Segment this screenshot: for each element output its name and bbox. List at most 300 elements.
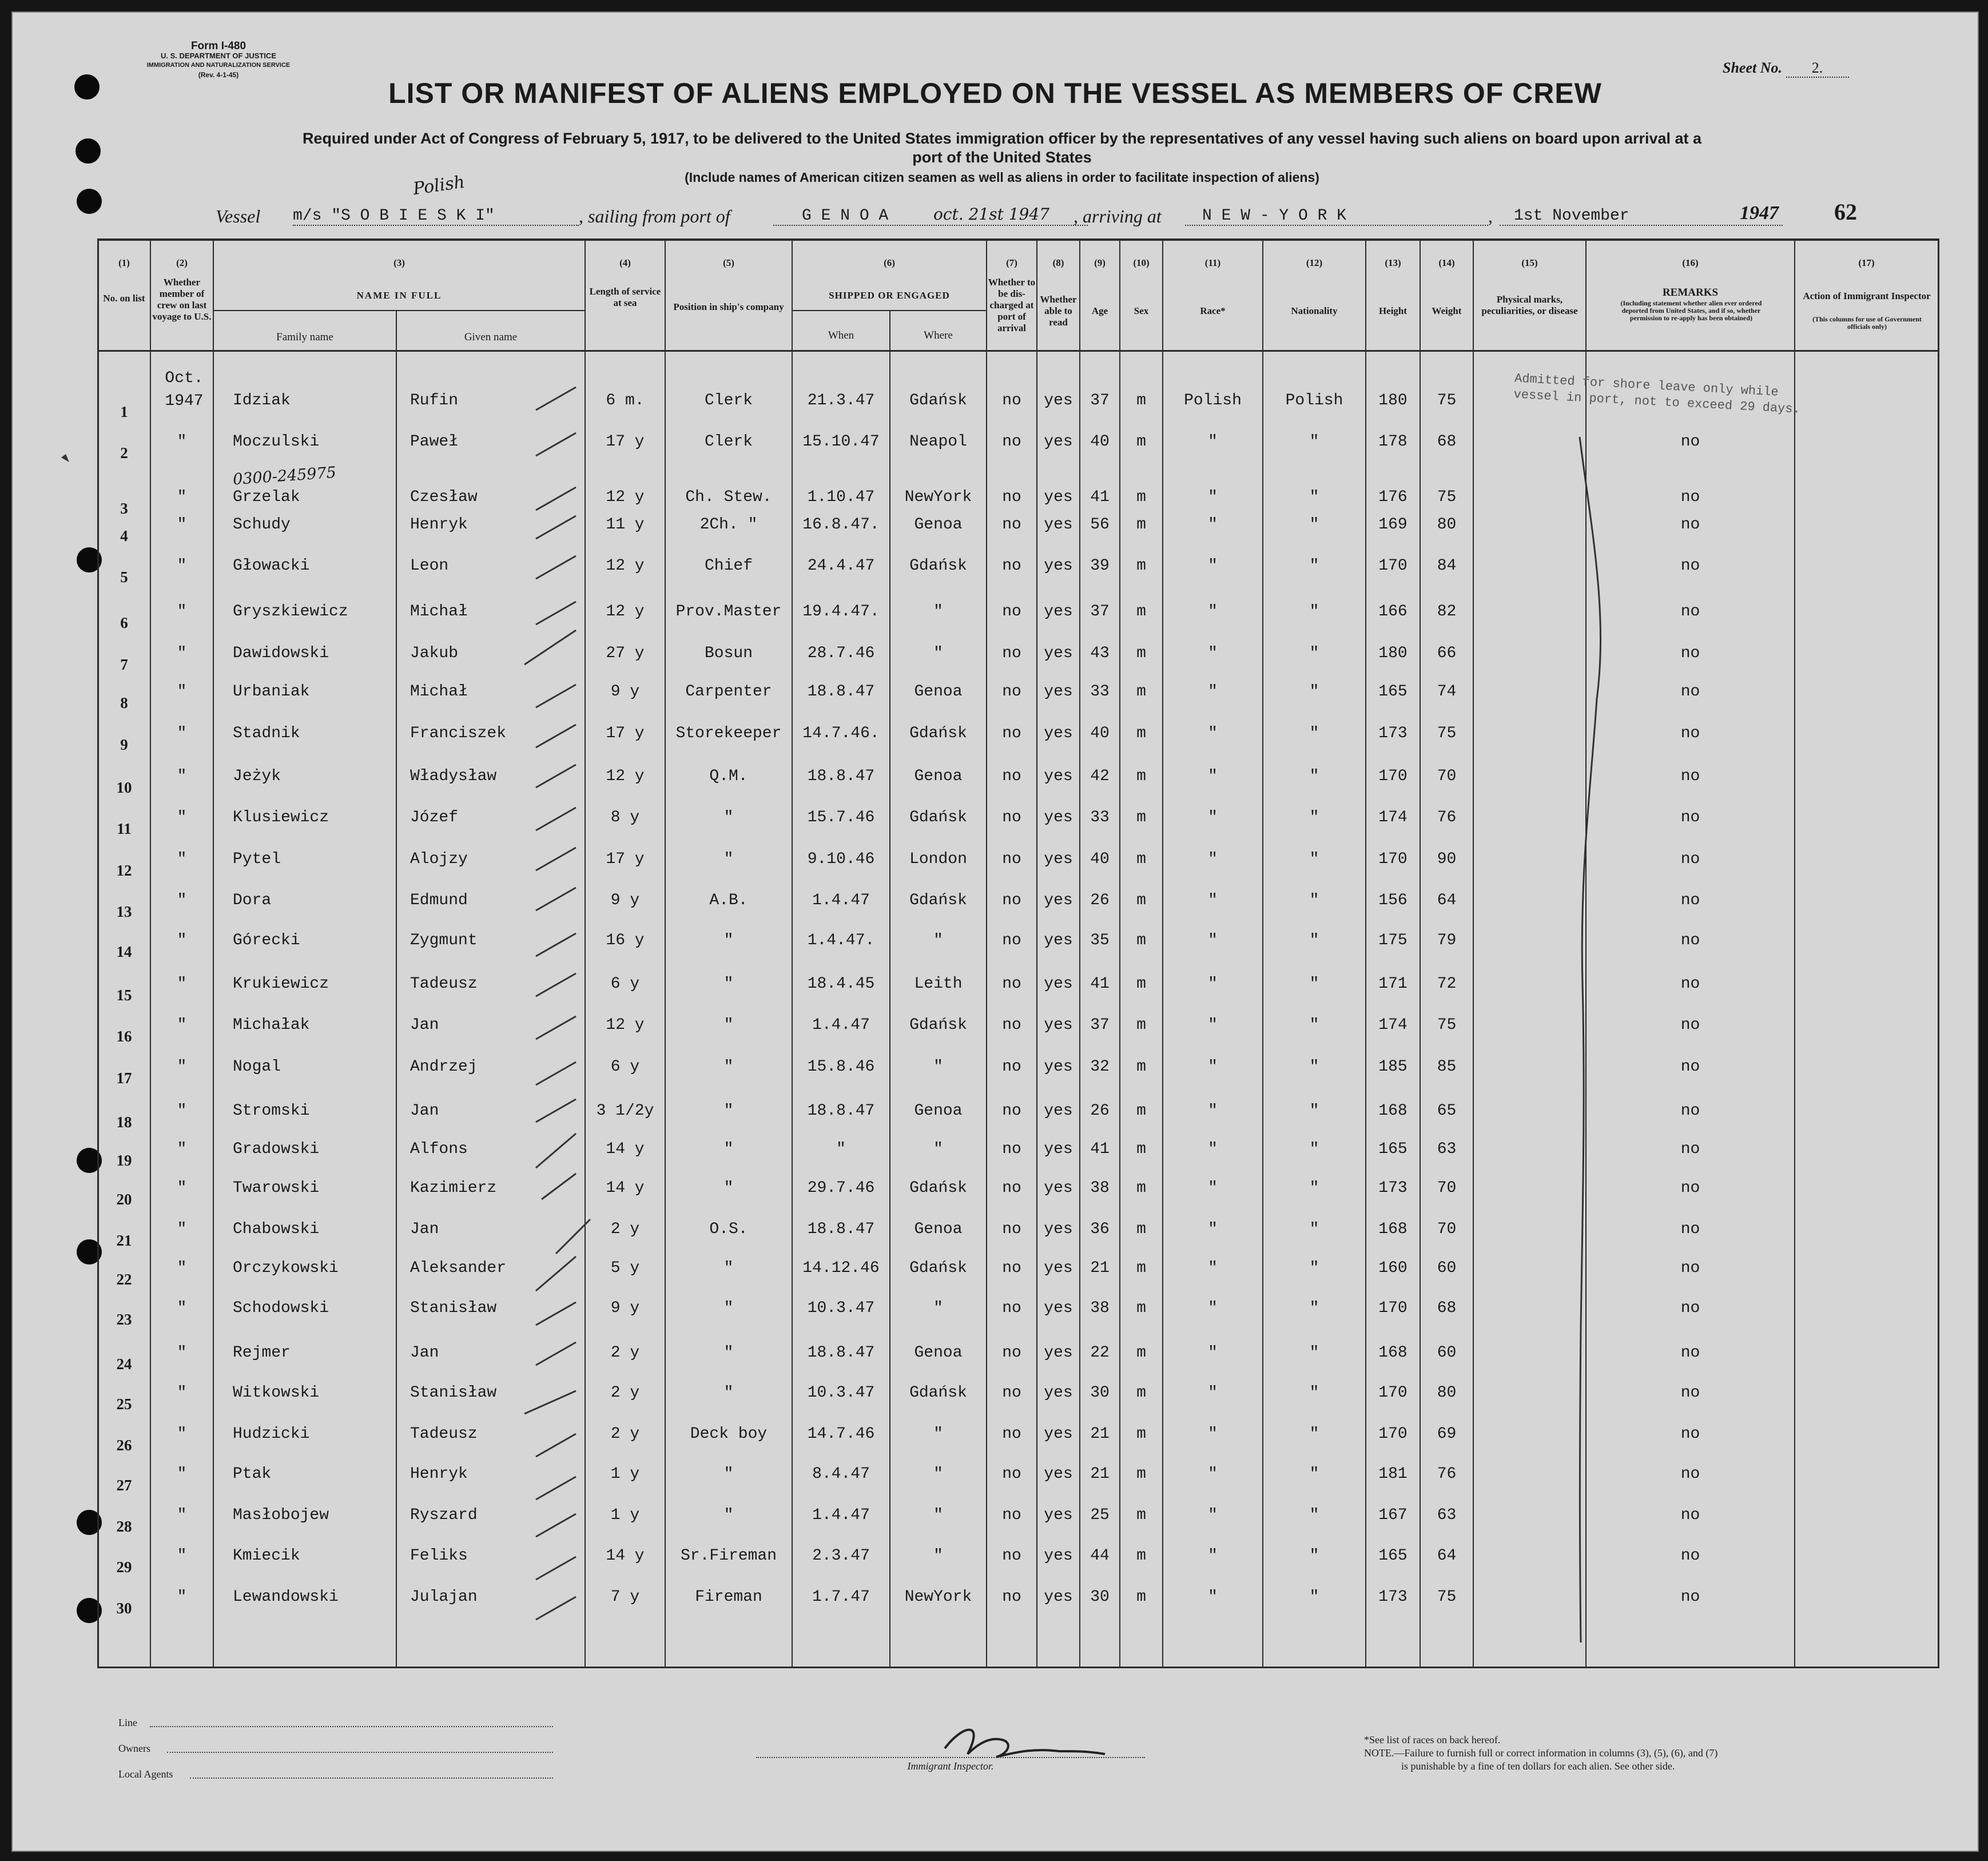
cell-race: " [1208, 1179, 1218, 1197]
cell-wt: 75 [1437, 392, 1457, 409]
cell-rem: no [1680, 932, 1700, 949]
cell-dis: no [1002, 433, 1021, 451]
row-number: 30 [116, 1600, 132, 1617]
cell-voy: " [177, 1016, 187, 1034]
footer-owners-field [167, 1752, 553, 1753]
header-weight: Weight [1432, 305, 1462, 316]
cell-pos: 2Ch. " [699, 516, 758, 534]
footer-local-agents-label: Local Agents [118, 1768, 173, 1780]
annotation-file-number: 0300-245975 [232, 463, 337, 489]
row-number: 19 [116, 1152, 132, 1169]
cell-rem: no [1680, 1425, 1700, 1443]
cell-rem: no [1680, 1058, 1700, 1076]
cell-pos: Prov.Master [675, 603, 782, 621]
cell-fam: Grzelak [233, 488, 300, 506]
col-number: (2) [176, 257, 188, 268]
cell-when: 18.8.47 [807, 683, 875, 701]
cell-rem: no [1680, 1299, 1700, 1317]
margin-mark [61, 454, 69, 462]
cell-nat: " [1309, 603, 1319, 621]
cell-voy: " [177, 1547, 187, 1565]
header-discharged: Whether to be dis-charged at port of arrival [988, 277, 1036, 333]
cell-len: 12 y [606, 603, 645, 621]
cell-len: 9 y [610, 892, 640, 909]
cell-race: " [1208, 1547, 1218, 1565]
cell-voy: " [177, 1425, 187, 1443]
row-number: 15 [116, 987, 132, 1004]
cell-len: 14 y [606, 1179, 645, 1197]
cell-giv: Julajan [410, 1588, 478, 1606]
row-number: 13 [116, 903, 132, 920]
cell-age: 40 [1090, 850, 1110, 868]
row-number: 16 [116, 1028, 132, 1045]
header-length-of-service: Length of service at sea [589, 286, 661, 308]
cell-age: 37 [1090, 1016, 1110, 1034]
cell-read: yes [1044, 433, 1073, 451]
cell-race: " [1208, 809, 1218, 826]
cell-wt: 68 [1437, 433, 1457, 451]
cell-age: 40 [1090, 725, 1110, 742]
cell-giv: Czesław [410, 488, 478, 506]
cell-age: 43 [1090, 645, 1110, 662]
cell-age: 37 [1090, 603, 1110, 621]
cell-dis: no [1002, 1384, 1021, 1402]
cell-sex: m [1136, 1344, 1146, 1362]
cell-fam: Głowacki [233, 557, 310, 575]
header-no-on-list: No. on list [103, 293, 145, 304]
cell-dis: no [1002, 1016, 1021, 1034]
row-number: 9 [120, 736, 128, 753]
cell-age: 30 [1090, 1588, 1110, 1606]
cell-rem: no [1680, 1016, 1700, 1034]
cell-pos: Bosun [704, 645, 753, 662]
cell-age: 39 [1090, 557, 1110, 575]
cell-fam: Krukiewicz [233, 975, 329, 993]
cell-fam: Chabowski [233, 1220, 320, 1238]
cell-pos: Clerk [704, 392, 753, 409]
cell-wt: 70 [1437, 1179, 1457, 1197]
cell-wt: 75 [1437, 725, 1457, 742]
cell-age: 26 [1090, 892, 1110, 909]
cell-nat: " [1309, 932, 1319, 949]
cell-ht: 173 [1378, 1588, 1407, 1606]
cell-sex: m [1136, 433, 1146, 451]
arrival-year: 1947 [1740, 202, 1779, 224]
cell-fam: Pytel [233, 850, 281, 868]
cell-where: Genoa [914, 1220, 963, 1238]
cell-age: 30 [1090, 1384, 1110, 1402]
cell-nat: " [1309, 1102, 1319, 1120]
cell-pos: " [723, 850, 734, 868]
cell-nat: " [1309, 1220, 1319, 1238]
cell-nat: " [1309, 1344, 1319, 1362]
cell-rem: no [1680, 1140, 1700, 1158]
cell-ht: 156 [1378, 892, 1407, 909]
cell-rem: no [1680, 768, 1700, 785]
cell-sex: m [1136, 1016, 1146, 1034]
header-sex: Sex [1134, 305, 1149, 316]
cell-wt: 69 [1437, 1425, 1457, 1443]
cell-where: " [933, 645, 943, 662]
arrival-comma: , [1488, 206, 1493, 226]
cell-ht: 168 [1378, 1102, 1407, 1120]
cell-dis: no [1002, 516, 1021, 534]
cell-wt: 85 [1437, 1058, 1457, 1076]
cell-race: " [1208, 1140, 1218, 1158]
cell-giv: Alojzy [410, 850, 468, 868]
cell-pos: " [723, 1102, 734, 1120]
cell-nat: " [1309, 1140, 1319, 1158]
cell-pos: Sr.Fireman [680, 1547, 777, 1565]
cell-age: 38 [1090, 1179, 1110, 1197]
form-number: Form I-480 [190, 40, 246, 52]
cell-nat: " [1309, 1425, 1319, 1443]
cell-voy: " [177, 1588, 187, 1606]
cell-where: " [933, 1547, 943, 1565]
cell-read: yes [1044, 1506, 1073, 1524]
cell-race: " [1208, 1344, 1218, 1362]
cell-where: Gdańsk [909, 892, 967, 909]
cell-fam: Jeżyk [233, 768, 281, 785]
cell-where: " [933, 1058, 943, 1076]
cell-sex: m [1136, 932, 1146, 949]
row-number: 24 [116, 1355, 132, 1373]
cell-dis: no [1002, 1506, 1021, 1524]
cell-where: NewYork [904, 1588, 972, 1606]
cell-len: 9 y [610, 1299, 640, 1317]
footer-owners-label: Owners [118, 1743, 150, 1754]
cell-dis: no [1002, 1102, 1021, 1120]
cell-voy: " [177, 932, 187, 949]
cell-len: 6 y [610, 975, 640, 993]
cell-read: yes [1044, 645, 1073, 662]
cell-ht: 170 [1378, 850, 1407, 868]
row-number: 7 [120, 656, 128, 673]
cell-fam: Stromski [233, 1102, 310, 1120]
cell-where: Genoa [914, 768, 963, 785]
cell-dis: no [1002, 932, 1021, 949]
col-number: (11) [1204, 257, 1221, 268]
cell-where: Leith [914, 975, 963, 993]
footer-note-races: *See list of races on back hereof. [1364, 1734, 1501, 1745]
cell-ht: 178 [1378, 433, 1407, 451]
cell-when: 28.7.46 [807, 645, 875, 662]
cell-when: 10.3.47 [807, 1299, 875, 1317]
cell-ht: 170 [1378, 557, 1407, 575]
header-inspector-action: Action of Immigrant Inspector [1803, 291, 1931, 301]
header-nationality: Nationality [1291, 305, 1338, 316]
cell-dis: no [1002, 392, 1021, 409]
cell-race: " [1208, 557, 1218, 575]
cell-giv: Tadeusz [410, 1425, 478, 1443]
header-age: Age [1091, 305, 1108, 316]
cell-sex: m [1136, 768, 1146, 785]
row-number: 21 [116, 1232, 132, 1249]
cell-giv: Andrzej [410, 1058, 478, 1076]
row-number: 3 [120, 500, 128, 517]
cell-when: 18.8.47 [807, 1102, 875, 1120]
form-rev: (Rev. 4-1-45) [198, 71, 239, 79]
sheet-value: 2. [1786, 59, 1849, 78]
cell-pos: Deck boy [690, 1425, 768, 1443]
cell-where: Neapol [909, 433, 967, 451]
row-number: 26 [116, 1437, 132, 1454]
cell-ht: 168 [1378, 1344, 1407, 1362]
cell-pos: A.B. [709, 892, 748, 909]
cell-nat: " [1309, 557, 1319, 575]
cell-sex: m [1136, 645, 1146, 662]
subtitle-line1: Required under Act of Congress of February 5, 1917, to be delivered to the United States immigration officer by the representatives of any vessel having such aliens on board upon arrival at a [302, 130, 1702, 147]
cell-where: Genoa [914, 683, 963, 701]
cell-sex: m [1136, 1547, 1146, 1565]
cell-rem: no [1680, 725, 1700, 742]
footer-line-label: Line [118, 1717, 137, 1728]
cell-pos: " [723, 1016, 734, 1034]
cell-ht: 168 [1378, 1220, 1407, 1238]
col-number: (14) [1438, 257, 1455, 268]
col-number: (12) [1306, 257, 1323, 268]
col-number: (9) [1094, 257, 1106, 268]
cell-age: 22 [1090, 1344, 1110, 1362]
cell-read: yes [1044, 516, 1073, 534]
cell-read: yes [1044, 1465, 1073, 1483]
cell-ht: 173 [1378, 1179, 1407, 1197]
cell-rem: no [1680, 433, 1700, 451]
cell-dis: no [1002, 1179, 1021, 1197]
cell-wt: 72 [1437, 975, 1457, 993]
cell-giv: Władysław [410, 768, 497, 785]
row-number: 4 [120, 527, 128, 544]
cell-ht: 165 [1378, 1140, 1407, 1158]
cell-read: yes [1044, 488, 1073, 506]
cell-when: 10.3.47 [807, 1384, 875, 1402]
cell-voy: " [177, 1506, 187, 1524]
cell-race: " [1208, 1506, 1218, 1524]
cell-sex: m [1136, 1506, 1146, 1524]
cell-fam: Gryszkiewicz [233, 603, 348, 621]
cell-nat: " [1309, 892, 1319, 909]
cell-sex: m [1136, 850, 1146, 868]
cell-dis: no [1002, 850, 1021, 868]
cell-where: London [909, 850, 967, 868]
cell-dis: no [1002, 1299, 1021, 1317]
cell-wt: 68 [1437, 1299, 1457, 1317]
cell-rem: no [1680, 892, 1700, 909]
cell-fam: Stadnik [233, 725, 300, 742]
cell-voy: " [177, 850, 187, 868]
cell-voy: " [177, 1220, 187, 1238]
cell-race: " [1208, 1384, 1218, 1402]
cell-ht: 170 [1378, 1299, 1407, 1317]
cell-when: 29.7.46 [807, 1179, 875, 1197]
cell-rem: no [1680, 1384, 1700, 1402]
cell-fam: Kmiecik [233, 1547, 300, 1565]
cell-sex: m [1136, 1465, 1146, 1483]
cell-age: 38 [1090, 1299, 1110, 1317]
cell-len: 11 y [606, 516, 645, 534]
cell-race: " [1208, 850, 1218, 868]
cell-rem: no [1680, 809, 1700, 826]
header-remarks-sub: (Including statement whether alien ever ordered deported from United States, and if so, whether permission to re-apply has been obtained) [1620, 299, 1762, 322]
cell-len: 9 y [610, 683, 640, 701]
cell-pos: Fireman [695, 1588, 762, 1606]
cell-giv: Stanisław [410, 1299, 497, 1317]
cell-read: yes [1044, 1299, 1073, 1317]
cell-race: " [1208, 975, 1218, 993]
cell-when: 24.4.47 [807, 557, 875, 575]
cell-voy: " [177, 1465, 187, 1483]
cell-nat: " [1309, 725, 1319, 742]
cell-len: 7 y [610, 1588, 640, 1606]
cell-when: 1.4.47 [812, 892, 870, 909]
cell-voy: " [177, 768, 187, 785]
cell-nat: " [1309, 645, 1319, 662]
cell-read: yes [1044, 1588, 1073, 1606]
cell-age: 21 [1090, 1259, 1110, 1277]
cell-nat: " [1309, 488, 1319, 506]
col-number: (13) [1385, 257, 1401, 268]
cell-sex: m [1136, 392, 1146, 409]
cell-nat: " [1309, 768, 1319, 785]
cell-fam: Nogal [233, 1058, 281, 1076]
cell-wt: 60 [1437, 1259, 1457, 1277]
row-number: 11 [117, 820, 132, 837]
cell-rem: no [1680, 516, 1700, 534]
footer-note-penalty: NOTE.—Failure to furnish full or correct information in columns (3), (5), (6), and (7) [1364, 1747, 1718, 1759]
cell-sex: m [1136, 516, 1146, 534]
form-service: IMMIGRATION AND NATURALIZATION SERVICE [146, 62, 291, 69]
cell-race: " [1208, 603, 1218, 621]
cell-dis: no [1002, 1344, 1021, 1362]
cell-ht: 173 [1378, 725, 1407, 742]
cell-dis: no [1002, 768, 1021, 785]
cell-pos: Clerk [704, 433, 753, 451]
cell-rem: no [1680, 1259, 1700, 1277]
cell-nat: " [1309, 1547, 1319, 1565]
cell-voy: " [177, 1140, 187, 1158]
cell-read: yes [1044, 603, 1073, 621]
cell-when: 8.4.47 [812, 1465, 870, 1483]
cell-nat: " [1309, 809, 1319, 826]
cell-giv: Jan [410, 1016, 439, 1034]
cell-sex: m [1136, 557, 1146, 575]
cell-age: 41 [1090, 1140, 1110, 1158]
cell-voy: " [177, 1058, 187, 1076]
header-able-to-read: Whether able to read [1040, 294, 1077, 328]
footer-local-agents-field [190, 1778, 553, 1779]
cell-ht: 167 [1378, 1506, 1407, 1524]
cell-giv: Alfons [410, 1140, 468, 1158]
cell-ht: 170 [1378, 1425, 1407, 1443]
cell-where: Gdańsk [909, 1179, 967, 1197]
cell-pos: " [723, 1140, 734, 1158]
arrival-date: 1st November [1500, 207, 1783, 226]
cell-len: 2 y [610, 1344, 640, 1362]
cell-ht: 165 [1378, 1547, 1407, 1565]
cell-rem: no [1680, 1220, 1700, 1238]
cell-when: 15.7.46 [807, 809, 875, 826]
sailing-label: , sailing from port of [579, 206, 730, 226]
cell-nat: " [1309, 975, 1319, 993]
page-number: 62 [1834, 199, 1857, 225]
cell-race: " [1208, 1259, 1218, 1277]
cell-race: Polish [1184, 392, 1242, 409]
cell-len: 17 y [606, 850, 645, 868]
cell-sex: m [1136, 975, 1146, 993]
cell-where: Gdańsk [909, 725, 967, 742]
cell-fam: Górecki [233, 932, 300, 949]
cell-fam: Moczulski [233, 433, 320, 451]
cell-sex: m [1136, 725, 1146, 742]
header-given-name: Given name [464, 331, 518, 343]
cell-dis: no [1002, 725, 1021, 742]
cell-pos: " [723, 1179, 734, 1197]
cell-read: yes [1044, 892, 1073, 909]
cell-giv: Kazimierz [410, 1179, 497, 1197]
cell-pos: " [723, 1465, 734, 1483]
cell-age: 25 [1090, 1506, 1110, 1524]
cell-read: yes [1044, 1220, 1073, 1238]
cell-voy: " [177, 725, 187, 742]
cell-len: 12 y [606, 768, 645, 785]
header-shipped-or-engaged: SHIPPED OR ENGAGED [829, 290, 950, 301]
cell-wt: 79 [1437, 932, 1457, 949]
cell-len: 5 y [610, 1259, 640, 1277]
cell-ht: 170 [1378, 768, 1407, 785]
header-when: When [828, 329, 854, 341]
row-number: 8 [120, 694, 128, 711]
cell-sex: m [1136, 1179, 1146, 1197]
cell-pos: " [723, 1506, 734, 1524]
cell-when: 9.10.46 [807, 850, 875, 868]
cell-where: Genoa [914, 1344, 963, 1362]
cell-fam: Masłobojew [233, 1506, 329, 1524]
cell-pos: O.S. [709, 1220, 748, 1238]
cell-where: Gdańsk [909, 1259, 967, 1277]
subtitle-line3: (Include names of American citizen seamen as well as aliens in order to facilitate inspection of aliens) [685, 170, 1319, 185]
cell-fam: Dora [233, 892, 272, 909]
col-number: (3) [393, 257, 405, 268]
cell-read: yes [1044, 557, 1073, 575]
cell-fam: Klusiewicz [233, 809, 329, 826]
handwritten-marks [13, 13, 1978, 1851]
cell-when: 19.4.47. [802, 603, 880, 621]
col-number: (7) [1006, 257, 1017, 268]
cell-age: 40 [1090, 433, 1110, 451]
row-number: 22 [116, 1271, 132, 1288]
cell-sex: m [1136, 1384, 1146, 1402]
cell-rem: no [1680, 557, 1700, 575]
cell-when: 18.8.47 [807, 768, 875, 785]
cell-age: 35 [1090, 932, 1110, 949]
cell-giv: Jan [410, 1344, 439, 1362]
cell-ht: 171 [1378, 975, 1407, 993]
remark-admitted-stamp: Admitted for shore leave only while vessel in port, not to exceed 29 days. [1513, 371, 1801, 417]
cell-len: 2 y [610, 1425, 640, 1443]
cell-sex: m [1136, 809, 1146, 826]
cell-nat: " [1309, 1299, 1319, 1317]
cell-pos: Ch. Stew. [685, 488, 772, 506]
cell-wt: 74 [1437, 683, 1457, 701]
row1-voyage-month: Oct. [165, 369, 204, 387]
cell-race: " [1208, 1588, 1218, 1606]
cell-giv: Henryk [410, 1465, 468, 1483]
cell-voy: " [177, 1384, 187, 1402]
row-number: 20 [116, 1191, 132, 1208]
cell-race: " [1208, 516, 1218, 534]
cell-giv: Ryszard [410, 1506, 478, 1524]
cell-fam: Orczykowski [233, 1259, 339, 1277]
